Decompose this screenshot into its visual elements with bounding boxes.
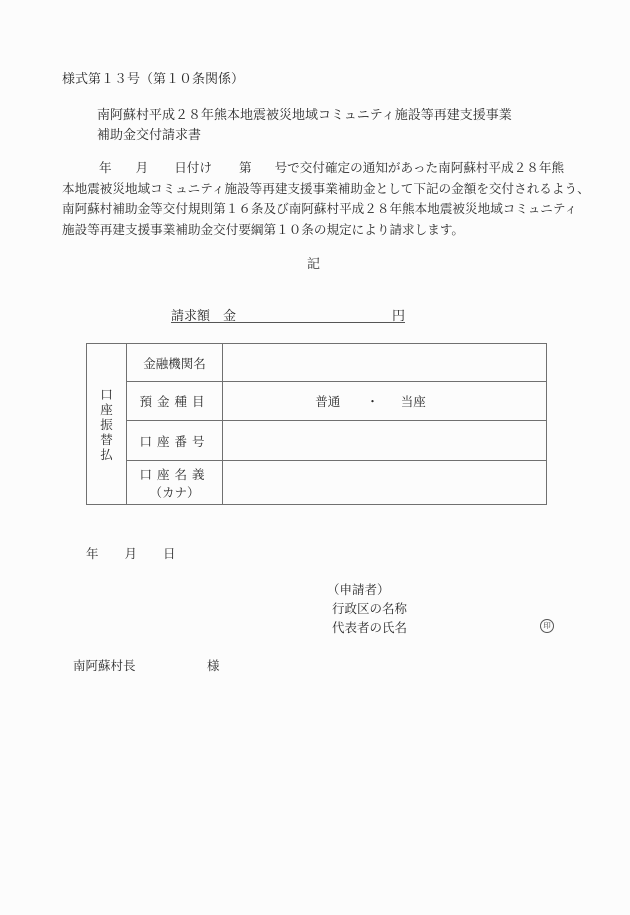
table-row xyxy=(87,344,547,382)
addressee-name: 南阿蘇村長 xyxy=(73,658,136,673)
request-paragraph xyxy=(62,158,590,240)
paragraph-line-4: 施設等再建支援事業補助金交付要綱第１０条の規定により請求します。 xyxy=(62,221,464,237)
document-title-line1: 南阿蘇村平成２８年熊本地震被災地域コミュニティ施設等再建支援事業 xyxy=(97,108,512,123)
deposit-type-option-current[interactable]: 当座 xyxy=(400,394,426,409)
financial-institution-label: 金融機関名 xyxy=(143,355,206,371)
amount-prefix: 金 xyxy=(223,309,237,324)
amount-unit: 円 xyxy=(391,309,405,324)
table-row xyxy=(87,382,547,421)
notice-year-label: 年 xyxy=(99,160,112,175)
account-holder-kana-label: （カナ） xyxy=(149,484,200,500)
account-number-label: 口座番号 xyxy=(139,433,210,449)
deposit-type-option-ordinary[interactable]: 普通 xyxy=(315,394,341,409)
date-day-label: 日 xyxy=(163,546,176,561)
paragraph-line-1-rest: 号で交付確定の通知があった南阿蘇村平成２８年熊 xyxy=(274,160,565,175)
applicant-heading: （申請者） xyxy=(327,582,390,597)
section-label: 口座振替払 xyxy=(100,386,113,462)
notice-month-label: 月 xyxy=(135,160,149,175)
date-year-label: 年 xyxy=(86,546,99,561)
bank-transfer-table xyxy=(86,343,547,505)
document-title-line2: 補助金交付請求書 xyxy=(97,128,202,143)
date-month-label: 月 xyxy=(124,546,138,561)
table-row xyxy=(87,421,547,461)
deposit-type-field[interactable] xyxy=(223,382,547,421)
addressee-honorific: 様 xyxy=(207,658,220,673)
paragraph-line-1 xyxy=(62,158,582,179)
row-label-cell xyxy=(127,382,223,421)
application-date[interactable] xyxy=(86,544,176,562)
notice-day-label: 日付け xyxy=(174,160,212,175)
account-holder-label: 口座名義 xyxy=(139,466,210,482)
ki-heading: 記 xyxy=(307,257,321,272)
amount-label: 請求額 xyxy=(171,309,211,324)
representative-name-label: 代表者の氏名 xyxy=(332,620,408,635)
row-label-cell xyxy=(127,344,223,382)
district-name-label: 行政区の名称 xyxy=(332,601,408,616)
section-label-cell xyxy=(87,344,127,505)
financial-institution-field[interactable] xyxy=(223,344,547,382)
form-number: 様式第１３号（第１０条関係） xyxy=(62,72,245,87)
amount-field[interactable] xyxy=(171,305,405,323)
seal-icon: 印 xyxy=(540,619,554,633)
notice-number-prefix: 第 xyxy=(238,160,252,175)
option-separator: ・ xyxy=(366,394,379,409)
row-label-cell xyxy=(127,421,223,461)
deposit-type-label: 預金種目 xyxy=(139,394,210,409)
row-label-cell xyxy=(127,461,223,505)
account-holder-field[interactable] xyxy=(223,461,547,505)
paragraph-line-3: 南阿蘇村補助金等交付規則第１６条及び南阿蘇村平成２８年熊本地震被災地域コミュニティ xyxy=(62,201,578,216)
table-row xyxy=(87,461,547,505)
paragraph-line-2: 本地震被災地域コミュニティ施設等再建支援事業補助金として下記の金額を交付されるよう、 xyxy=(62,180,590,196)
account-number-field[interactable] xyxy=(223,421,547,461)
